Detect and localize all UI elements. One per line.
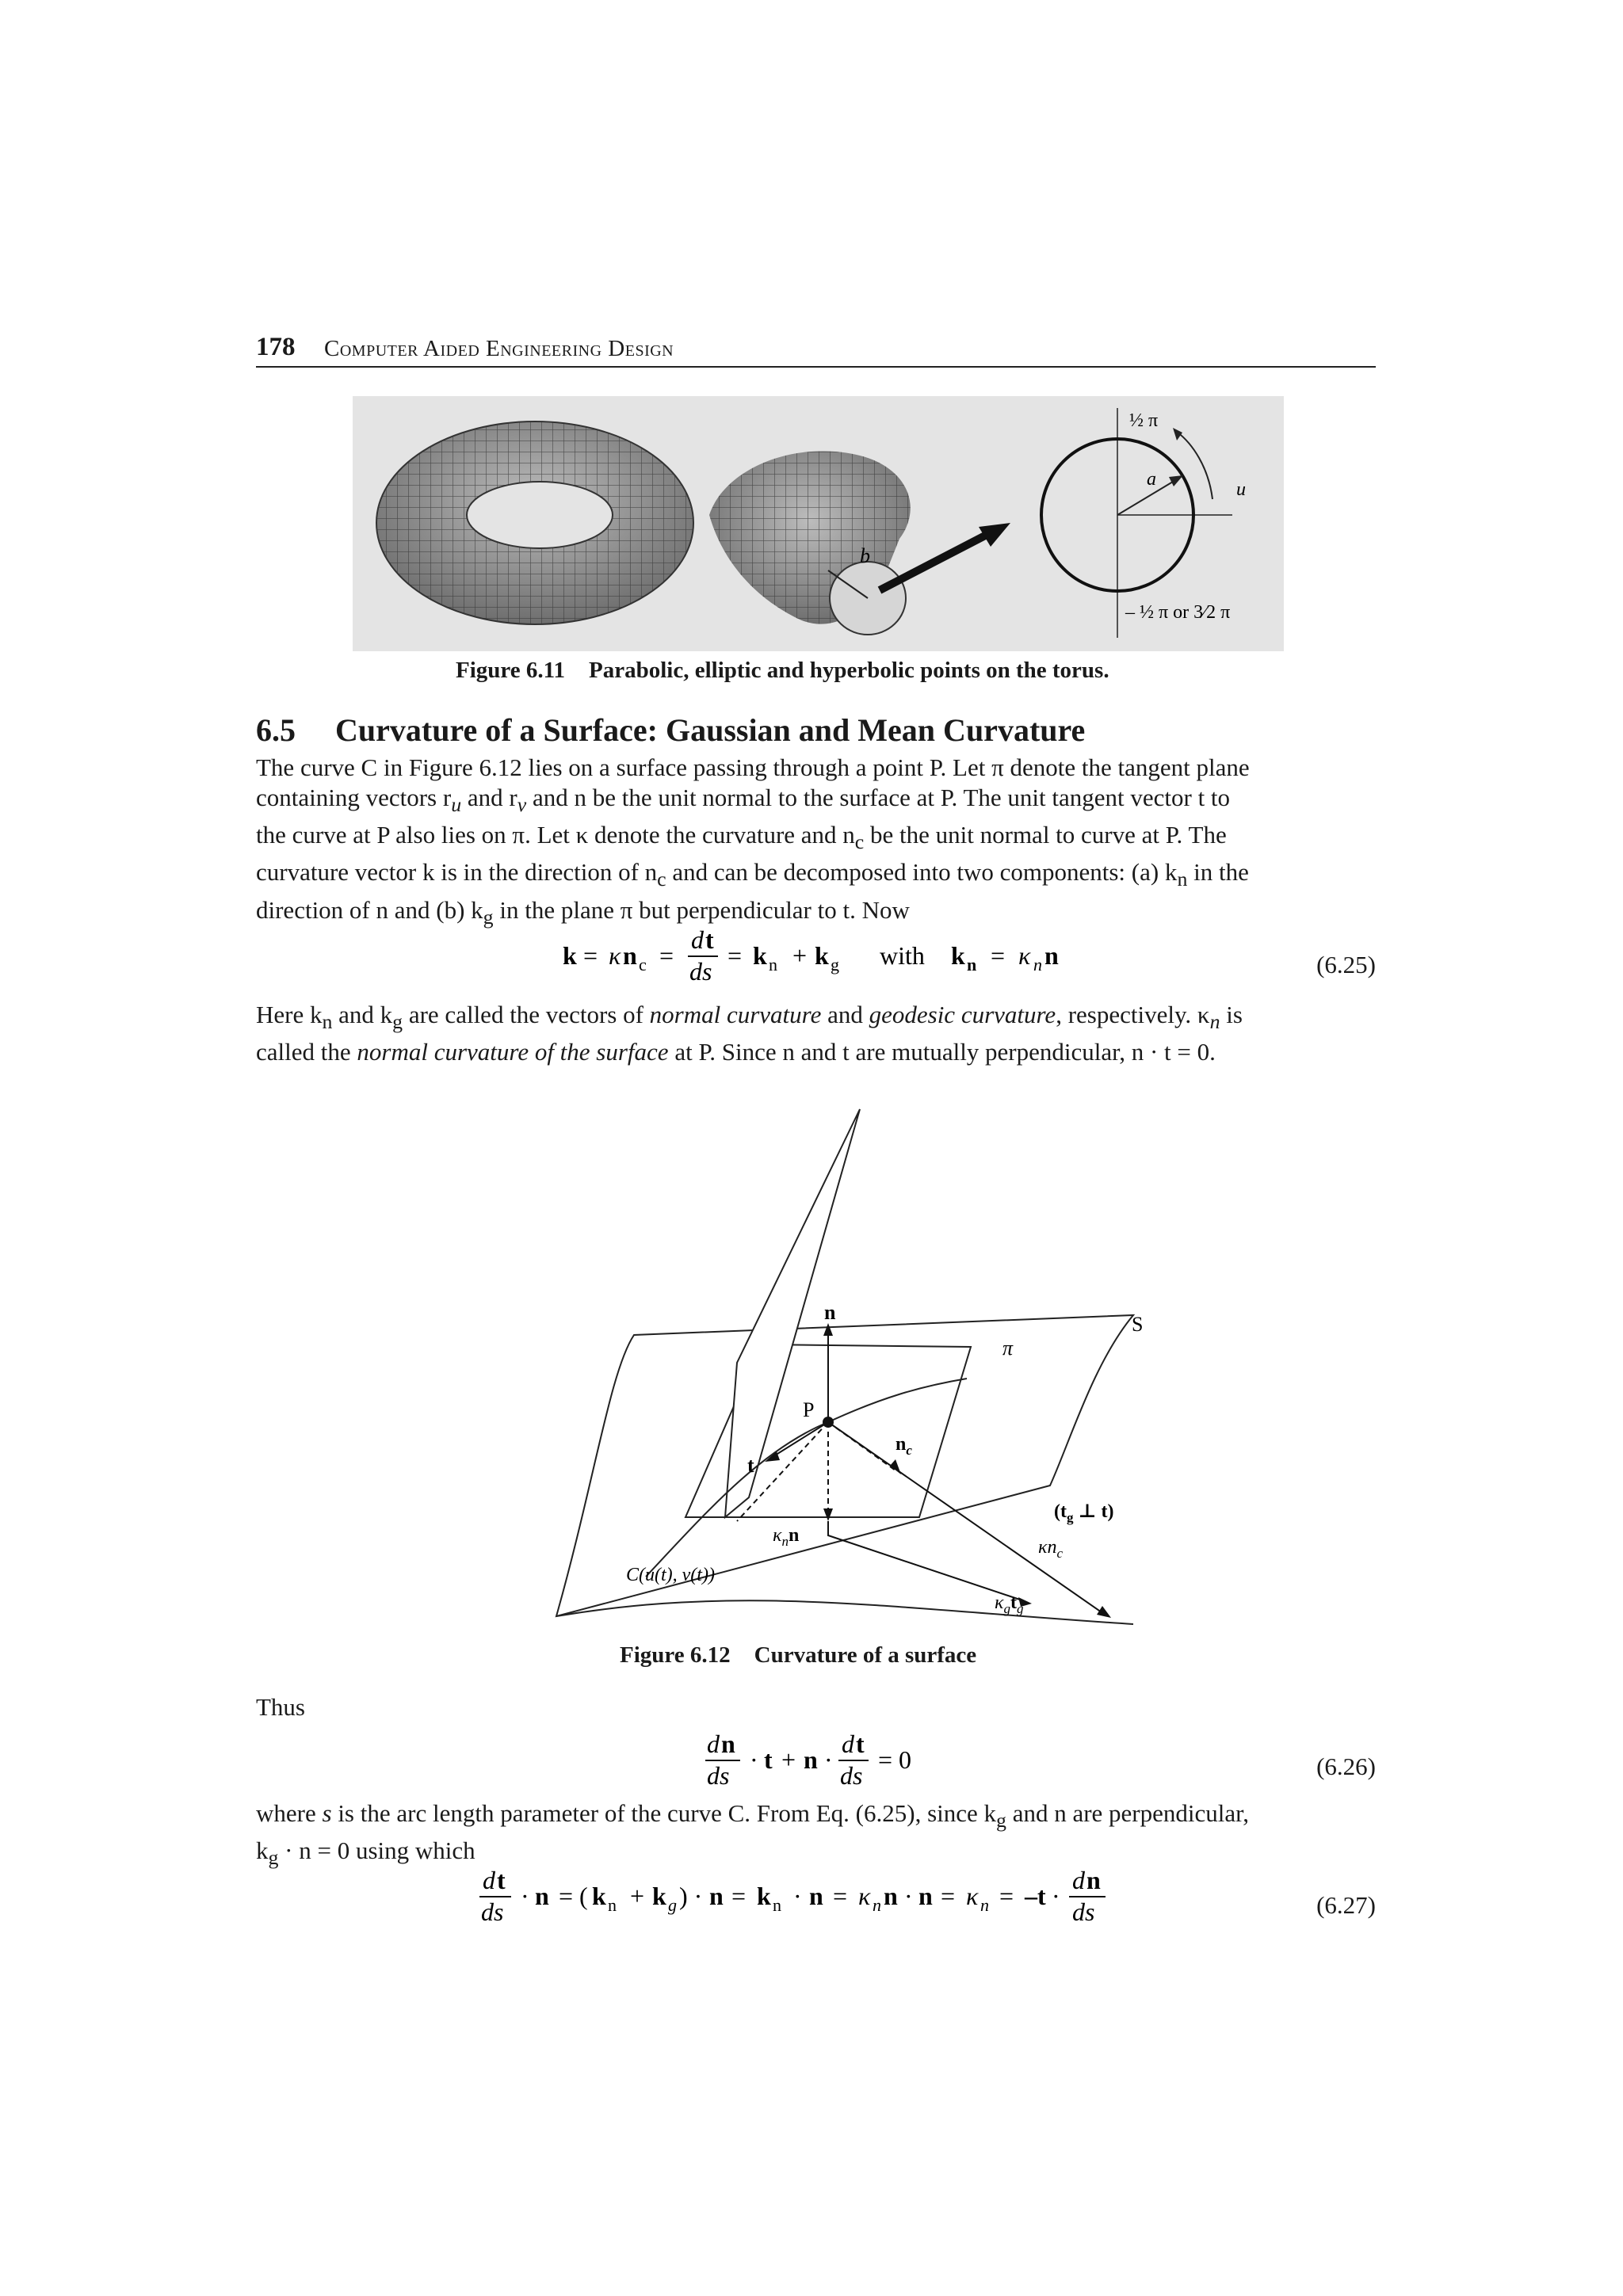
svg-text:t: t: [764, 1745, 773, 1774]
svg-text:=: =: [727, 941, 743, 970]
svg-text:t: t: [497, 1866, 506, 1894]
label-curve-C: C(u(t), v(t)): [626, 1565, 715, 1585]
label-kg-tg: $\kappa_gt_g$: [995, 1592, 1024, 1616]
svg-text:=: =: [659, 941, 674, 970]
svg-text:n: n: [967, 955, 977, 974]
svg-text:n: n: [623, 941, 637, 970]
svg-text:n: n: [709, 1882, 724, 1910]
figure-6-12: [547, 1101, 1149, 1640]
equation-6-27: [479, 1863, 1376, 1927]
curvature-diagram: [547, 1101, 1149, 1640]
label-a: a: [1147, 469, 1156, 490]
para1-line1: The curve C in Figure 6.12 lies on a surface passing through a point P. Let π denote the tangent plane: [256, 753, 1250, 781]
para2-line2: called the normal curvature of the surface at P. Since n and t are mutually perpendicular, n · t = 0.: [256, 1038, 1216, 1066]
para1-line5: direction of n and (b) $k_g$ in the plane π but perpendicular to t. Now: [256, 895, 910, 929]
svg-text:k: k: [815, 941, 829, 970]
svg-text:=: =: [583, 941, 598, 970]
para3-line1: where s is the arc length parameter of the curve C. From Eq. (6.25), since $k_g$ and n are perpendicular,: [256, 1799, 1249, 1833]
label-pi: π: [1002, 1337, 1014, 1360]
svg-text:n: n: [1086, 1866, 1101, 1894]
svg-text:k: k: [592, 1882, 606, 1910]
svg-text:n: n: [1033, 955, 1042, 974]
figure-6-11: [353, 396, 1284, 651]
svg-text:n: n: [773, 1895, 781, 1915]
page-number: 178: [256, 333, 296, 361]
svg-text:g: g: [668, 1895, 677, 1915]
svg-text:d: d: [483, 1866, 495, 1894]
label-half-pi: ½ π: [1129, 410, 1159, 431]
svg-text:n: n: [769, 955, 777, 974]
equation-6-26-body: [705, 1727, 943, 1791]
svg-text:ds: ds: [1072, 1897, 1095, 1926]
svg-text:k: k: [652, 1882, 666, 1910]
para3-line2: $k_g \cdot n = 0$ using which: [256, 1836, 475, 1870]
para1-line4: curvature vector k is in the direction of $n_c$ and can be decomposed into two components: (a) $k_n$ in the: [256, 858, 1249, 891]
svg-text:= (: = (: [559, 1882, 588, 1910]
svg-text:ds: ds: [481, 1897, 504, 1926]
svg-text:c: c: [639, 955, 647, 974]
svg-text:n: n: [980, 1895, 989, 1915]
svg-text:=: =: [731, 1882, 747, 1910]
svg-text:n: n: [918, 1882, 933, 1910]
label-k-nc: $\kappa n_c$: [1038, 1537, 1064, 1561]
figure-label: Figure 6.11: [456, 658, 566, 683]
para1-line3: the curve at P also lies on π. Let κ denote the curvature and $n_c$ be the unit normal to curve at P. The: [256, 821, 1227, 854]
equation-6-26: [705, 1727, 1376, 1791]
equation-number-6-26: (6.26): [1316, 1753, 1376, 1780]
torus-full: [376, 421, 693, 624]
svg-text:κ: κ: [1018, 941, 1031, 970]
label-t: t: [747, 1454, 754, 1477]
svg-text:·: ·: [904, 1882, 913, 1910]
section-number: 6.5: [256, 712, 296, 748]
equation-6-25-body: [563, 923, 1070, 986]
svg-text:k: k: [757, 1882, 771, 1910]
svg-text:ds: ds: [840, 1761, 863, 1790]
svg-text:n: n: [804, 1745, 818, 1774]
svg-text:·: ·: [750, 1745, 758, 1774]
svg-text:κ: κ: [966, 1882, 979, 1910]
label-n: n: [824, 1301, 836, 1324]
svg-text:κ: κ: [609, 941, 621, 970]
torus-section: [709, 451, 1010, 635]
svg-text:+: +: [630, 1882, 645, 1910]
svg-text:d: d: [707, 1730, 720, 1758]
label-kn-n: $\kappa_nn$: [773, 1525, 800, 1549]
svg-text:=: =: [991, 941, 1006, 970]
svg-text:ds: ds: [689, 957, 712, 986]
figure-6-12-caption: [620, 1642, 976, 1669]
label-tg-perp-t: ($t_g$ ⊥ t): [1054, 1501, 1114, 1525]
svg-text:=: =: [941, 1882, 956, 1910]
figure-label: Figure 6.12: [620, 1642, 731, 1668]
svg-text:n: n: [721, 1730, 735, 1758]
svg-text:n: n: [1044, 941, 1059, 970]
para2-line1: Here $k_n$ and $k_g$ are called the vectors of normal curvature and geodesic curvature, respectively. $\kappa_n$ is: [256, 1001, 1243, 1034]
svg-text:n: n: [873, 1895, 881, 1915]
para1-line2: containing vectors $r_u$ and $r_v$ and n be the unit normal to the surface at P. The unit tangent vector t to: [256, 784, 1231, 817]
cross-section-circle: [1041, 408, 1246, 638]
svg-text:ds: ds: [707, 1761, 730, 1790]
section-heading: [256, 711, 1085, 749]
svg-text:d: d: [842, 1730, 854, 1758]
svg-text:–t: –t: [1025, 1882, 1046, 1910]
thus-text: Thus: [256, 1693, 305, 1721]
svg-text:t: t: [856, 1730, 865, 1758]
svg-text:d: d: [691, 925, 704, 954]
svg-text:·: ·: [1052, 1882, 1060, 1910]
equation-6-27-body: [479, 1863, 1177, 1927]
svg-text:=: =: [999, 1882, 1014, 1910]
figure-title: Parabolic, elliptic and hyperbolic points on the torus.: [589, 658, 1109, 683]
svg-text:k: k: [951, 941, 965, 970]
svg-text:·: ·: [521, 1882, 529, 1910]
label-u: u: [1236, 479, 1246, 500]
svg-text:t: t: [705, 925, 714, 954]
svg-text:·: ·: [793, 1882, 802, 1910]
label-P: P: [803, 1398, 815, 1421]
svg-text:n: n: [535, 1882, 549, 1910]
paragraph-1: [256, 753, 1376, 933]
svg-text:+: +: [781, 1745, 796, 1774]
svg-text:k: k: [753, 941, 767, 970]
eq-with: with: [880, 941, 925, 970]
eq-rhs: = 0: [878, 1745, 912, 1774]
svg-text:g: g: [831, 955, 839, 974]
section-title: Curvature of a Surface: Gaussian and Mean Curvature: [335, 712, 1086, 748]
book-title: Computer Aided Engineering Design: [324, 336, 674, 361]
label-minus-half-pi: – ½ π or 3⁄2 π: [1125, 602, 1231, 623]
paragraph-2: [256, 1000, 1376, 1067]
svg-text:κ: κ: [858, 1882, 871, 1910]
point-P: [823, 1417, 834, 1428]
svg-text:k: k: [563, 941, 577, 970]
label-b: b: [860, 544, 870, 567]
label-nc: $n_c$: [896, 1434, 912, 1458]
svg-text:n: n: [608, 1895, 617, 1915]
svg-text:n: n: [809, 1882, 823, 1910]
equation-6-25: [563, 923, 1376, 986]
paragraph-3: [256, 1798, 1376, 1873]
label-S: S: [1132, 1313, 1144, 1336]
figure-6-11-caption: [456, 658, 1109, 684]
equation-number-6-25: (6.25): [1316, 951, 1376, 978]
normal-plane: [725, 1109, 860, 1517]
svg-text:d: d: [1072, 1866, 1085, 1894]
equation-number-6-27: (6.27): [1316, 1891, 1376, 1919]
svg-text:+: +: [792, 941, 808, 970]
torus-illustration: [353, 396, 1284, 651]
running-header: [256, 333, 1376, 368]
svg-text:n: n: [884, 1882, 898, 1910]
svg-text:) ·: ) ·: [679, 1882, 703, 1910]
svg-text:·: ·: [824, 1745, 833, 1774]
svg-text:=: =: [833, 1882, 848, 1910]
figure-title: Curvature of a surface: [754, 1642, 977, 1668]
